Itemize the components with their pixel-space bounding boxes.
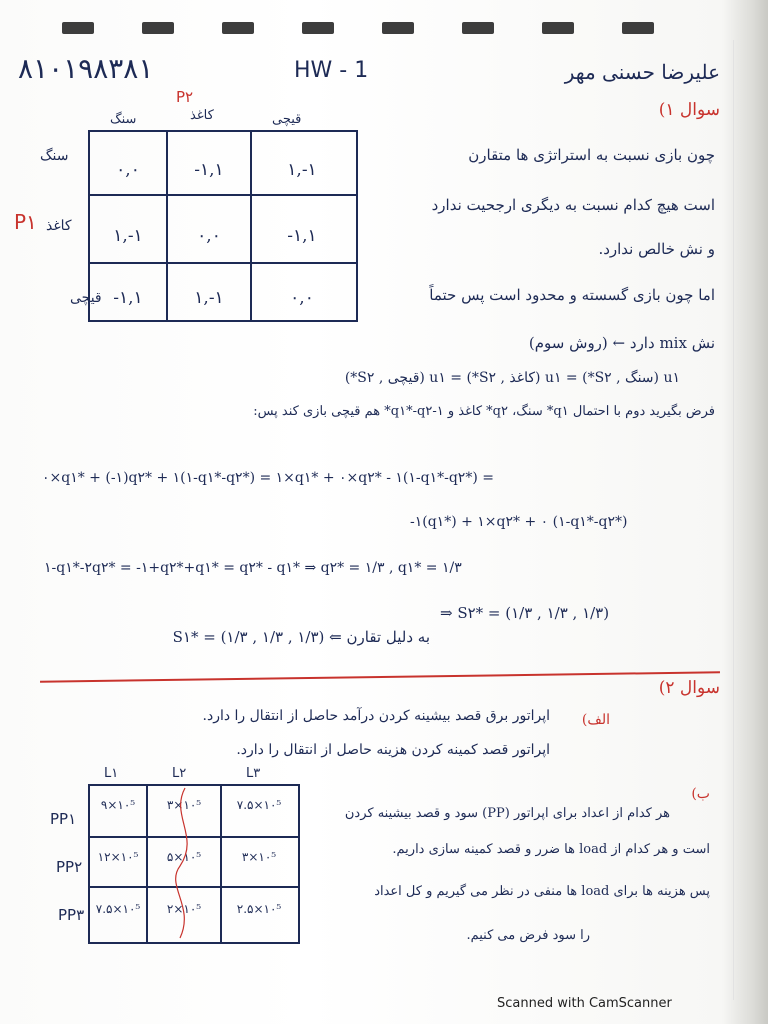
q1-text-line: به دلیل تقارن ⇐ S۱* = (۱/۳ , ۱/۳ , ۱/۳) bbox=[172, 628, 430, 646]
student-id: ۸۱۰۱۹۸۳۸۱ bbox=[18, 52, 154, 85]
q2-row-header: PP۱ bbox=[50, 810, 77, 828]
q2-col-header: L۳ bbox=[246, 766, 261, 781]
q2-cell: ۷.۵×۱۰⁵ bbox=[95, 902, 141, 916]
scanner-watermark: Scanned with CamScanner bbox=[497, 996, 672, 1011]
q1-cell: -۱,۱ bbox=[113, 288, 143, 308]
q2-cell: ۷.۵×۱۰⁵ bbox=[236, 798, 282, 812]
q1-text-line: چون بازی نسبت به استراتژی ها متقارن bbox=[468, 146, 715, 164]
q2-row-header: PP۳ bbox=[58, 906, 85, 924]
table-divider bbox=[88, 194, 356, 196]
q1-text-line: ⇒ S۲* = (۱/۳ , ۱/۳ , ۱/۳) bbox=[440, 604, 610, 622]
q1-cell: -۱,۱ bbox=[287, 226, 317, 246]
q1-cell: ۱,-۱ bbox=[287, 160, 317, 180]
q1-text-line: است هیچ کدام نسبت به دیگری ارجحیت ندارد bbox=[431, 196, 715, 214]
red-annotation-squiggle bbox=[150, 786, 220, 940]
q1-cell: ۱,-۱ bbox=[113, 226, 143, 246]
binder-hole bbox=[542, 22, 574, 34]
q1-row-header: قیچی bbox=[70, 290, 102, 306]
q1-title: سوال ۱) bbox=[658, 100, 720, 120]
q1-cell: ۰,۰ bbox=[116, 160, 140, 180]
q2-col-header: L۱ bbox=[104, 766, 119, 781]
q2-cell: ۳×۱۰⁵ bbox=[166, 798, 202, 812]
q1-text-line: u۱ (سنگ , S۲*) = u۱ (کاغذ , S۲*) = u۱ (قیچی , S۲*) bbox=[344, 370, 680, 386]
q1-row-header: سنگ bbox=[40, 148, 69, 164]
q1-text-line: ۰×q۱* + (-۱)q۲* + ۱(۱-q۱*-q۲*) = ۱×q۱* + ۰×q۲* - ۱(۱-q۱*-q۲*) = bbox=[42, 470, 494, 486]
q1-text-line: و نش خالص ندارد. bbox=[598, 240, 715, 258]
student-name: علیرضا حسنی مهر bbox=[564, 60, 720, 84]
q2-text-line: پس هزینه ها برای load ها منفی در نظر می گیریم و کل اعداد bbox=[374, 884, 710, 899]
q2-text-line: هر کدام از اعداد برای اپراتور (PP) سود و قصد بیشینه کردن bbox=[344, 806, 670, 821]
table-divider bbox=[88, 262, 356, 264]
q1-col-player: P۲ bbox=[176, 88, 194, 106]
q1-text-line: ۱-q۱*-۲q۲* = -۱+q۲*+q۱* = q۲* - q۱* ⇒ q۲* = ۱/۳ , q۱* = ۱/۳ bbox=[44, 560, 462, 576]
q2-row-header: PP۲ bbox=[56, 858, 83, 876]
q2-cell: ۲.۵×۱۰⁵ bbox=[236, 902, 282, 916]
q1-row-player: P۱ bbox=[14, 210, 37, 234]
q2-cell: ۱۲×۱۰⁵ bbox=[97, 850, 139, 864]
q1-col-header: سنگ bbox=[110, 112, 137, 127]
q1-col-header: قیچی bbox=[272, 112, 302, 127]
page-edge bbox=[733, 40, 734, 1000]
q2-cell: ۹×۱۰⁵ bbox=[100, 798, 136, 812]
q2-title: سوال ۲) bbox=[658, 678, 720, 698]
q1-row-header: کاغذ bbox=[46, 218, 72, 234]
binder-hole bbox=[222, 22, 254, 34]
q2-text-line: است و هر کدام از load ها ضرر و قصد کمینه سازی داریم. bbox=[392, 842, 710, 857]
q1-text-line: -۱(q۱*) + ۱×q۲* + ۰ (۱-q۱*-q۲*) bbox=[410, 514, 628, 530]
q2-text-line: اپراتور قصد کمینه کردن هزینه حاصل از انتقال را دارد. bbox=[236, 742, 550, 758]
q1-cell: ۰,۰ bbox=[290, 288, 314, 308]
q1-cell: ۱,-۱ bbox=[194, 288, 224, 308]
binder-hole bbox=[142, 22, 174, 34]
q2-cell: ۳×۱۰⁵ bbox=[241, 850, 277, 864]
q1-text-line: نش mix دارد ← (روش سوم) bbox=[528, 334, 715, 352]
q2-text-line: را سود فرض می کنیم. bbox=[466, 928, 590, 943]
q2-col-header: L۲ bbox=[172, 766, 187, 781]
homework-title: HW - 1 bbox=[294, 58, 369, 83]
q1-text-line: فرض بگیرید دوم با احتمال q۱* سنگ، q۲* کاغذ و ۱-q۱*-q۲* هم قیچی بازی کند پس: bbox=[253, 404, 715, 419]
binder-hole bbox=[622, 22, 654, 34]
q1-col-header: کاغذ bbox=[190, 108, 214, 123]
q2-part-b-label: ب) bbox=[691, 786, 710, 802]
q1-cell: ۰,۰ bbox=[197, 226, 221, 246]
binder-hole bbox=[302, 22, 334, 34]
q1-text-line: اما چون بازی گسسته و محدود است پس حتماً bbox=[429, 286, 715, 304]
q2-text-line: اپراتور برق قصد بیشینه کردن درآمد حاصل از انتقال را دارد. bbox=[202, 708, 550, 724]
q1-cell: -۱,۱ bbox=[194, 160, 224, 180]
binder-hole bbox=[62, 22, 94, 34]
binder-hole bbox=[382, 22, 414, 34]
q2-cell: ۵×۱۰⁵ bbox=[166, 850, 202, 864]
q2-cell: ۲×۱۰⁵ bbox=[166, 902, 202, 916]
q2-part-a-label: الف) bbox=[581, 712, 610, 728]
binder-hole bbox=[462, 22, 494, 34]
section-divider bbox=[40, 671, 720, 682]
